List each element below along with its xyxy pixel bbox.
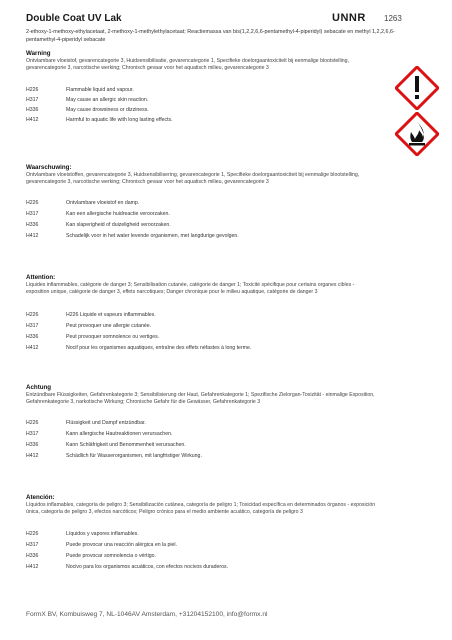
section-heading: Waarschuwing: bbox=[26, 164, 72, 171]
hazard-text: May cause drowsiness or dizziness. bbox=[66, 107, 149, 113]
hazard-text: Puede provocar una reacción alérgica en la piel. bbox=[66, 542, 178, 548]
section-heading: Achtung bbox=[26, 384, 52, 391]
hazard-code: H336 bbox=[26, 222, 39, 228]
section-description: Ontvlambare vloeistoffen, gevarencategorie 3, Huidsensibilisering, gevarencategorie 1, Specifieke doelorgaantoxiciteit bij eenmalige blootstelling, gevarencategorie 3, narcotische werking; Chronisch gevaar voor het aquatisch milieu, gevarencategorie 3 bbox=[26, 172, 360, 186]
hazard-text: Ontvlambare vloeistof en damp. bbox=[66, 200, 140, 206]
hazard-statement bbox=[26, 333, 159, 342]
hazard-statement bbox=[26, 96, 148, 105]
section-description: Liquides inflammables, catégorie de danger 3; Sensibilisation cutanée, catégorie de danger 1; Toxicité spécifique pour certains organes cibles - exposition unique, catégorie de danger 3, effets narcotiques; Danger chronique pour le milieu aquatique, catégorie de danger 3 bbox=[26, 282, 355, 296]
hazard-statement bbox=[26, 441, 186, 450]
hazard-text: Puede provocar somnolencia o vértigo. bbox=[66, 553, 156, 559]
hazard-statement bbox=[26, 116, 173, 125]
hazard-statement bbox=[26, 199, 139, 208]
hazard-statement bbox=[26, 541, 177, 550]
section-heading: Atención: bbox=[26, 494, 55, 501]
hazard-code: H317 bbox=[26, 97, 39, 103]
hazard-code: H317 bbox=[26, 431, 39, 437]
product-title: Double Coat UV Lak bbox=[26, 13, 122, 24]
hazard-statement bbox=[26, 419, 146, 428]
hazard-statement bbox=[26, 322, 151, 331]
ingredients-text: 2-ethoxy-1-methoxy-ethylacetaat, 2-methoxy-1-methylethylacetaat; Reactiemassa van bis(1,2,2,6,6-pentamethyl-4-piperidyl) sebacate en methyl 1,2,2,6,6-pentamethyl-4-piperidyl sebacate bbox=[26, 29, 395, 43]
hazard-statement bbox=[26, 344, 251, 353]
hazard-text: May cause an allergic skin reaction. bbox=[66, 97, 149, 103]
section-description: Ontvlambare vloeistof, gevarencategorie 3, Huidsensibilisatie, gevarencategorie 1, Specifieke doelorgaantoxiciteit bij eenmalige blootstelling, gevarencategorie 3, narcotische werking; Chronisch gevaar voor het aquatisch milieu, gevarencategorie 3 bbox=[26, 58, 349, 72]
hazard-text: Schadelijk voor in het water levende organismen, met langdurige gevolgen. bbox=[66, 233, 239, 239]
hazard-code: H317 bbox=[26, 323, 39, 329]
section-description: Líquidos inflamables, categoría de peligro 3; Sensibilización cutánea, categoría de peligro 1; Toxicidad específica en determinados órganos - exposición única, categoría de peligro 3, efectos narcóticos; Peligro crónico para el medio ambiente acuático, categoría de peligro 3 bbox=[26, 502, 376, 516]
exclamation-icon bbox=[415, 76, 419, 92]
hazard-statement bbox=[26, 530, 139, 539]
hazard-statement bbox=[26, 552, 156, 561]
hazard-code: H412 bbox=[26, 453, 39, 459]
hazard-text: Nocivo para los organismos acuáticos, con efectos nocivos duraderos. bbox=[66, 564, 229, 570]
company-footer: FormX BV, Kombuisweg 7, NL-1046AV Amsterdam, +31204152100, info@formx.nl bbox=[26, 611, 268, 618]
hazard-text: Kan slaperigheid of duizeligheid veroorzaken. bbox=[66, 222, 171, 228]
hazard-text: Líquidos y vapores inflamables. bbox=[66, 531, 139, 537]
hazard-code: H412 bbox=[26, 345, 39, 351]
brand-logo: UNNR bbox=[332, 12, 366, 24]
section-heading: Warning bbox=[26, 50, 51, 57]
hazard-statement bbox=[26, 232, 239, 241]
hazard-statement bbox=[26, 221, 171, 230]
hazard-text: Peut provoquer une allergie cutanée. bbox=[66, 323, 152, 329]
hazard-statement bbox=[26, 452, 202, 461]
hazard-code: H226 bbox=[26, 200, 39, 206]
hazard-text: Kann allergische Hautreaktionen verursachen. bbox=[66, 431, 173, 437]
hazard-text: Flüssigkeit und Dampf entzündbar. bbox=[66, 420, 146, 426]
hazard-statement bbox=[26, 311, 156, 320]
hazard-code: H226 bbox=[26, 420, 39, 426]
flame-pictogram bbox=[395, 112, 439, 156]
hazard-text: Harmful to aquatic life with long lasting effects. bbox=[66, 117, 173, 123]
hazard-text: H226 Liquide et vapeurs inflammables. bbox=[66, 312, 156, 318]
hazard-code: H317 bbox=[26, 211, 39, 217]
hazard-text: Kann Schläfrigkeit und Benommenheit verursachen. bbox=[66, 442, 186, 448]
hazard-code: H336 bbox=[26, 107, 39, 113]
hazard-text: Flammable liquid and vapour. bbox=[66, 87, 134, 93]
hazard-code: H336 bbox=[26, 334, 39, 340]
hazard-code: H317 bbox=[26, 542, 39, 548]
hazard-code: H336 bbox=[26, 442, 39, 448]
hazard-text: Peut provoquer somnolence ou vertiges. bbox=[66, 334, 160, 340]
section-heading: Attention: bbox=[26, 274, 56, 281]
product-code: 1263 bbox=[384, 14, 402, 23]
hazard-statement bbox=[26, 430, 172, 439]
hazard-code: H412 bbox=[26, 233, 39, 239]
hazard-text: Schädlich für Wasserorganismen, mit langfristiger Wirkung. bbox=[66, 453, 202, 459]
hazard-code: H412 bbox=[26, 117, 39, 123]
hazard-text: Nocif pour les organismes aquatiques, entraîne des effets néfastes à long terme. bbox=[66, 345, 252, 351]
hazard-statement bbox=[26, 563, 228, 572]
hazard-statement bbox=[26, 86, 134, 95]
exclamation-mark-pictogram bbox=[395, 66, 439, 110]
hazard-code: H412 bbox=[26, 564, 39, 570]
hazard-code: H336 bbox=[26, 553, 39, 559]
section-description: Entzündbare Flüssigkeiten, Gefahrenkategorie 3; Sensibilisierung der Haut, Gefahrenkategorie 1; Spezifische Zielorgan-Toxizität - einmalige Exposition, Gefahrenkategorie 3, narkotische Wirkung; Chronische Gefahr für die Gewässer, Gefahrenkategorie 3 bbox=[26, 392, 375, 406]
hazard-code: H226 bbox=[26, 312, 39, 318]
hazard-statement bbox=[26, 106, 149, 115]
hazard-text: Kan een allergische huidreactie veroorzaken. bbox=[66, 211, 170, 217]
hazard-statement bbox=[26, 210, 170, 219]
hazard-code: H226 bbox=[26, 87, 39, 93]
hazard-code: H226 bbox=[26, 531, 39, 537]
